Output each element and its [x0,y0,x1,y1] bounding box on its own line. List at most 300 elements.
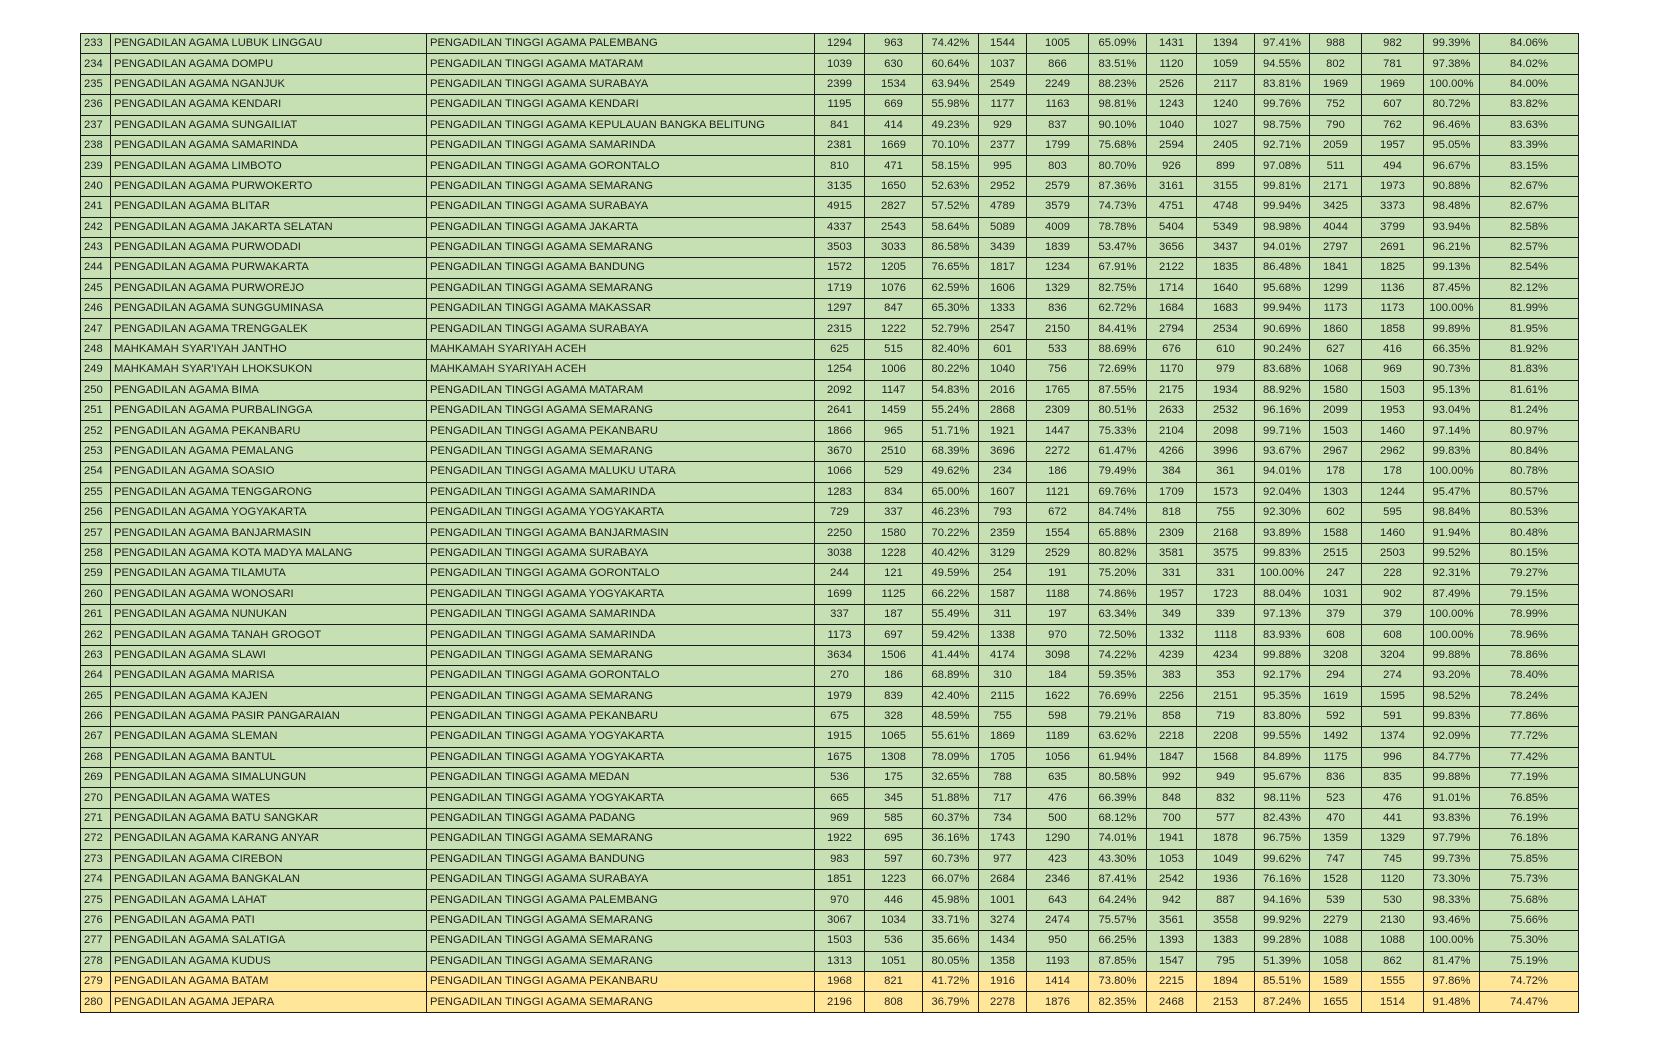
value-cell: 76.16% [1255,870,1310,890]
value-cell: 887 [1197,890,1255,910]
value-cell: 78.40% [1480,666,1579,686]
value-cell: 1825 [1362,258,1424,278]
value-cell: 60.64% [923,54,979,74]
value-cell: 1299 [1310,278,1362,298]
table-row [81,34,1579,54]
value-cell: 3033 [865,237,923,257]
value-cell: 72.50% [1089,625,1147,645]
row-number-cell: 263 [81,645,111,665]
value-cell: 697 [865,625,923,645]
value-cell: 1957 [1147,584,1197,604]
table-row [81,135,1579,155]
value-cell: 1243 [1147,95,1197,115]
value-cell: 77.86% [1480,706,1579,726]
table-row [81,360,1579,380]
value-cell: 4234 [1197,645,1255,665]
value-cell: 3204 [1362,645,1424,665]
value-cell: 1037 [979,54,1027,74]
row-number-cell: 245 [81,278,111,298]
value-cell: 1492 [1310,727,1362,747]
court-name-cell: PENGADILAN AGAMA SLEMAN [111,727,427,747]
value-cell: 72.69% [1089,360,1147,380]
value-cell: 63.94% [923,74,979,94]
value-cell: 49.23% [923,115,979,135]
value-cell: 74.73% [1089,197,1147,217]
value-cell: 75.33% [1089,421,1147,441]
value-cell: 610 [1197,339,1255,359]
value-cell: 539 [1310,890,1362,910]
court-name-cell: PENGADILAN AGAMA LIMBOTO [111,156,427,176]
value-cell: 1125 [865,584,923,604]
value-cell: 2967 [1310,441,1362,461]
value-cell: 345 [865,788,923,808]
value-cell: 1414 [1027,971,1089,991]
value-cell: 1163 [1027,95,1089,115]
value-cell: 1503 [1362,380,1424,400]
value-cell: 1065 [865,727,923,747]
value-cell: 839 [865,686,923,706]
value-cell: 1066 [815,462,865,482]
value-cell: 60.37% [923,808,979,828]
table-row [81,278,1579,298]
value-cell: 423 [1027,849,1089,869]
value-cell: 3135 [815,176,865,196]
court-name-cell: PENGADILAN AGAMA LUBUK LINGGAU [111,34,427,54]
table-row [81,910,1579,930]
value-cell: 66.07% [923,870,979,890]
row-number-cell: 242 [81,217,111,237]
value-cell: 75.57% [1089,910,1147,930]
value-cell: 2196 [815,992,865,1012]
row-number-cell: 278 [81,951,111,971]
value-cell: 94.55% [1255,54,1310,74]
value-cell: 2962 [1362,441,1424,461]
value-cell: 33.71% [923,910,979,930]
value-cell: 3208 [1310,645,1362,665]
table-row [81,115,1579,135]
value-cell: 1027 [1197,115,1255,135]
value-cell: 384 [1147,462,1197,482]
value-cell: 1675 [815,747,865,767]
value-cell: 75.85% [1480,849,1579,869]
value-cell: 79.21% [1089,706,1147,726]
value-cell: 62.72% [1089,299,1147,319]
value-cell: 82.12% [1480,278,1579,298]
value-cell: 1866 [815,421,865,441]
court-name-cell: PENGADILAN AGAMA DOMPU [111,54,427,74]
value-cell: 3503 [815,237,865,257]
value-cell: 1294 [815,34,865,54]
table-row [81,564,1579,584]
value-cell: 1120 [1147,54,1197,74]
high-court-cell: PENGADILAN TINGGI AGAMA GORONTALO [427,666,815,686]
value-cell: 74.86% [1089,584,1147,604]
value-cell: 244 [815,564,865,584]
value-cell: 1514 [1362,992,1424,1012]
value-cell: 75.68% [1480,890,1579,910]
value-cell: 471 [865,156,923,176]
value-cell: 2405 [1197,135,1255,155]
value-cell: 1969 [1310,74,1362,94]
value-cell: 2117 [1197,74,1255,94]
value-cell: 77.19% [1480,768,1579,788]
high-court-cell: PENGADILAN TINGGI AGAMA SAMARINDA [427,625,815,645]
high-court-cell: PENGADILAN TINGGI AGAMA MATARAM [427,380,815,400]
value-cell: 99.88% [1424,768,1480,788]
value-cell: 745 [1362,849,1424,869]
value-cell: 2130 [1362,910,1424,930]
court-name-cell: PENGADILAN AGAMA BATU SANGKAR [111,808,427,828]
value-cell: 795 [1197,951,1255,971]
court-name-cell: PENGADILAN AGAMA SLAWI [111,645,427,665]
value-cell: 328 [865,706,923,726]
value-cell: 862 [1362,951,1424,971]
court-name-cell: PENGADILAN AGAMA BLITAR [111,197,427,217]
row-number-cell: 252 [81,421,111,441]
table-row [81,992,1579,1012]
value-cell: 83.68% [1255,360,1310,380]
value-cell: 5404 [1147,217,1197,237]
value-cell: 58.64% [923,217,979,237]
value-cell: 1941 [1147,829,1197,849]
value-cell: 73.30% [1424,870,1480,890]
value-cell: 995 [979,156,1027,176]
value-cell: 1240 [1197,95,1255,115]
value-cell: 77.72% [1480,727,1579,747]
value-cell: 979 [1197,360,1255,380]
value-cell: 87.45% [1424,278,1480,298]
table-row [81,54,1579,74]
value-cell: 66.35% [1424,339,1480,359]
value-cell: 2175 [1147,380,1197,400]
value-cell: 98.52% [1424,686,1480,706]
value-cell: 41.72% [923,971,979,991]
value-cell: 3799 [1362,217,1424,237]
table-row [81,971,1579,991]
value-cell: 75.66% [1480,910,1579,930]
value-cell: 416 [1362,339,1424,359]
value-cell: 80.58% [1089,768,1147,788]
row-number-cell: 234 [81,54,111,74]
value-cell: 83.93% [1255,625,1310,645]
high-court-cell: PENGADILAN TINGGI AGAMA PADANG [427,808,815,828]
value-cell: 93.20% [1424,666,1480,686]
value-cell: 1313 [815,951,865,971]
value-cell: 1683 [1197,299,1255,319]
value-cell: 1177 [979,95,1027,115]
value-cell: 1705 [979,747,1027,767]
value-cell: 80.48% [1480,523,1579,543]
value-cell: 847 [865,299,923,319]
value-cell: 184 [1027,666,1089,686]
value-cell: 92.17% [1255,666,1310,686]
value-cell: 530 [1362,890,1424,910]
value-cell: 2150 [1027,319,1089,339]
table-row [81,462,1579,482]
court-name-cell: PENGADILAN AGAMA NUNUKAN [111,604,427,624]
value-cell: 1699 [815,584,865,604]
value-cell: 99.73% [1424,849,1480,869]
value-cell: 94.16% [1255,890,1310,910]
value-cell: 781 [1362,54,1424,74]
value-cell: 51.88% [923,788,979,808]
value-cell: 92.71% [1255,135,1310,155]
value-cell: 121 [865,564,923,584]
high-court-cell: PENGADILAN TINGGI AGAMA YOGYAKARTA [427,788,815,808]
value-cell: 97.86% [1424,971,1480,991]
value-cell: 1053 [1147,849,1197,869]
value-cell: 598 [1027,706,1089,726]
row-number-cell: 254 [81,462,111,482]
high-court-cell: PENGADILAN TINGGI AGAMA JAKARTA [427,217,815,237]
table-row [81,584,1579,604]
value-cell: 379 [1310,604,1362,624]
high-court-cell: PENGADILAN TINGGI AGAMA YOGYAKARTA [427,747,815,767]
value-cell: 83.63% [1480,115,1579,135]
value-cell: 4044 [1310,217,1362,237]
value-cell: 1076 [865,278,923,298]
value-cell: 700 [1147,808,1197,828]
value-cell: 79.27% [1480,564,1579,584]
value-cell: 1359 [1310,829,1362,849]
value-cell: 1655 [1310,992,1362,1012]
value-cell: 1953 [1362,401,1424,421]
value-cell: 1607 [979,482,1027,502]
high-court-cell: PENGADILAN TINGGI AGAMA SURABAYA [427,870,815,890]
value-cell: 1506 [865,645,923,665]
value-cell: 70.22% [923,523,979,543]
value-cell: 3129 [979,543,1027,563]
row-number-cell: 269 [81,768,111,788]
value-cell: 99.76% [1255,95,1310,115]
value-cell: 63.62% [1089,727,1147,747]
high-court-cell: PENGADILAN TINGGI AGAMA SEMARANG [427,829,815,849]
value-cell: 1936 [1197,870,1255,890]
value-cell: 1059 [1197,54,1255,74]
value-cell: 1588 [1310,523,1362,543]
value-cell: 1580 [865,523,923,543]
value-cell: 254 [979,564,1027,584]
value-cell: 1916 [979,971,1027,991]
value-cell: 83.15% [1480,156,1579,176]
value-cell: 1957 [1362,135,1424,155]
value-cell: 500 [1027,808,1089,828]
high-court-cell: PENGADILAN TINGGI AGAMA SEMARANG [427,951,815,971]
value-cell: 97.08% [1255,156,1310,176]
value-cell: 1979 [815,686,865,706]
value-cell: 81.47% [1424,951,1480,971]
value-cell: 2249 [1027,74,1089,94]
table-row [81,686,1579,706]
table-row [81,849,1579,869]
value-cell: 1878 [1197,829,1255,849]
value-cell: 87.55% [1089,380,1147,400]
value-cell: 5089 [979,217,1027,237]
value-cell: 41.44% [923,645,979,665]
value-cell: 1040 [1147,115,1197,135]
table-row [81,339,1579,359]
value-cell: 729 [815,502,865,522]
value-cell: 1459 [865,401,923,421]
value-cell: 2059 [1310,135,1362,155]
value-cell: 1039 [815,54,865,74]
value-cell: 2529 [1027,543,1089,563]
row-number-cell: 237 [81,115,111,135]
value-cell: 533 [1027,339,1089,359]
value-cell: 965 [865,421,923,441]
value-cell: 2633 [1147,401,1197,421]
row-number-cell: 273 [81,849,111,869]
row-number-cell: 261 [81,604,111,624]
value-cell: 810 [815,156,865,176]
value-cell: 51.39% [1255,951,1310,971]
court-name-cell: PENGADILAN AGAMA BIMA [111,380,427,400]
court-name-cell: PENGADILAN AGAMA WONOSARI [111,584,427,604]
high-court-cell: PENGADILAN TINGGI AGAMA BANJARMASIN [427,523,815,543]
value-cell: 99.94% [1255,197,1310,217]
value-cell: 756 [1027,360,1089,380]
value-cell: 62.59% [923,278,979,298]
value-cell: 75.68% [1089,135,1147,155]
value-cell: 81.83% [1480,360,1579,380]
value-cell: 1189 [1027,727,1089,747]
table-row [81,319,1579,339]
table-row [81,666,1579,686]
value-cell: 98.48% [1424,197,1480,217]
value-cell: 76.65% [923,258,979,278]
value-cell: 90.24% [1255,339,1310,359]
value-cell: 4239 [1147,645,1197,665]
value-cell: 99.83% [1424,441,1480,461]
row-number-cell: 275 [81,890,111,910]
value-cell: 96.75% [1255,829,1310,849]
high-court-cell: PENGADILAN TINGGI AGAMA SURABAYA [427,74,815,94]
value-cell: 78.99% [1480,604,1579,624]
value-cell: 625 [815,339,865,359]
value-cell: 339 [1197,604,1255,624]
value-cell: 1568 [1197,747,1255,767]
court-name-cell: PENGADILAN AGAMA BANGKALAN [111,870,427,890]
value-cell: 3437 [1197,237,1255,257]
row-number-cell: 241 [81,197,111,217]
value-cell: 969 [1362,360,1424,380]
value-cell: 66.22% [923,584,979,604]
value-cell: 95.67% [1255,768,1310,788]
value-cell: 585 [865,808,923,828]
value-cell: 2256 [1147,686,1197,706]
value-cell: 2797 [1310,237,1362,257]
value-cell: 2215 [1147,971,1197,991]
value-cell: 970 [815,890,865,910]
value-cell: 93.46% [1424,910,1480,930]
value-cell: 87.49% [1424,584,1480,604]
value-cell: 1058 [1310,951,1362,971]
value-cell: 643 [1027,890,1089,910]
value-cell: 91.94% [1424,523,1480,543]
row-number-cell: 250 [81,380,111,400]
value-cell: 803 [1027,156,1089,176]
table-row [81,706,1579,726]
value-cell: 52.63% [923,176,979,196]
value-cell: 88.69% [1089,339,1147,359]
value-cell: 294 [1310,666,1362,686]
court-name-cell: PENGADILAN AGAMA WATES [111,788,427,808]
value-cell: 983 [815,849,865,869]
value-cell: 97.13% [1255,604,1310,624]
row-number-cell: 240 [81,176,111,196]
value-cell: 46.23% [923,502,979,522]
value-cell: 97.38% [1424,54,1480,74]
court-name-cell: PENGADILAN AGAMA SALATIGA [111,931,427,951]
value-cell: 1858 [1362,319,1424,339]
value-cell: 1234 [1027,258,1089,278]
table-row [81,768,1579,788]
value-cell: 1460 [1362,523,1424,543]
table-row [81,604,1579,624]
value-cell: 80.53% [1480,502,1579,522]
value-cell: 607 [1362,95,1424,115]
court-name-cell: PENGADILAN AGAMA PASIR PANGARAIAN [111,706,427,726]
table-row [81,258,1579,278]
value-cell: 100.00% [1424,299,1480,319]
court-name-cell: PENGADILAN AGAMA PURWOKERTO [111,176,427,196]
value-cell: 866 [1027,54,1089,74]
table-row [81,645,1579,665]
value-cell: 2377 [979,135,1027,155]
value-cell: 92.31% [1424,564,1480,584]
value-cell: 55.61% [923,727,979,747]
table-row [81,217,1579,237]
table-row [81,808,1579,828]
value-cell: 1228 [865,543,923,563]
value-cell: 2359 [979,523,1027,543]
value-cell: 81.61% [1480,380,1579,400]
court-name-cell: PENGADILAN AGAMA LAHAT [111,890,427,910]
row-number-cell: 268 [81,747,111,767]
row-number-cell: 276 [81,910,111,930]
value-cell: 1835 [1197,258,1255,278]
value-cell: 83.81% [1255,74,1310,94]
value-cell: 186 [1027,462,1089,482]
value-cell: 81.95% [1480,319,1579,339]
high-court-cell: MAHKAMAH SYARIYAH ACEH [427,360,815,380]
value-cell: 80.22% [923,360,979,380]
value-cell: 87.36% [1089,176,1147,196]
value-cell: 99.88% [1424,645,1480,665]
value-cell: 2510 [865,441,923,461]
high-court-cell: PENGADILAN TINGGI AGAMA SEMARANG [427,931,815,951]
value-cell: 93.67% [1255,441,1310,461]
value-cell: 98.75% [1255,115,1310,135]
high-court-cell: PENGADILAN TINGGI AGAMA MEDAN [427,768,815,788]
value-cell: 99.92% [1255,910,1310,930]
value-cell: 1606 [979,278,1027,298]
value-cell: 1383 [1197,931,1255,951]
value-cell: 82.58% [1480,217,1579,237]
value-cell: 69.76% [1089,482,1147,502]
high-court-cell: PENGADILAN TINGGI AGAMA PEKANBARU [427,971,815,991]
value-cell: 808 [865,992,923,1012]
value-cell: 1528 [1310,870,1362,890]
value-cell: 1580 [1310,380,1362,400]
value-cell: 802 [1310,54,1362,74]
high-court-cell: PENGADILAN TINGGI AGAMA SEMARANG [427,686,815,706]
value-cell: 63.34% [1089,604,1147,624]
value-cell: 592 [1310,706,1362,726]
row-number-cell: 262 [81,625,111,645]
value-cell: 99.94% [1255,299,1310,319]
value-cell: 99.55% [1255,727,1310,747]
